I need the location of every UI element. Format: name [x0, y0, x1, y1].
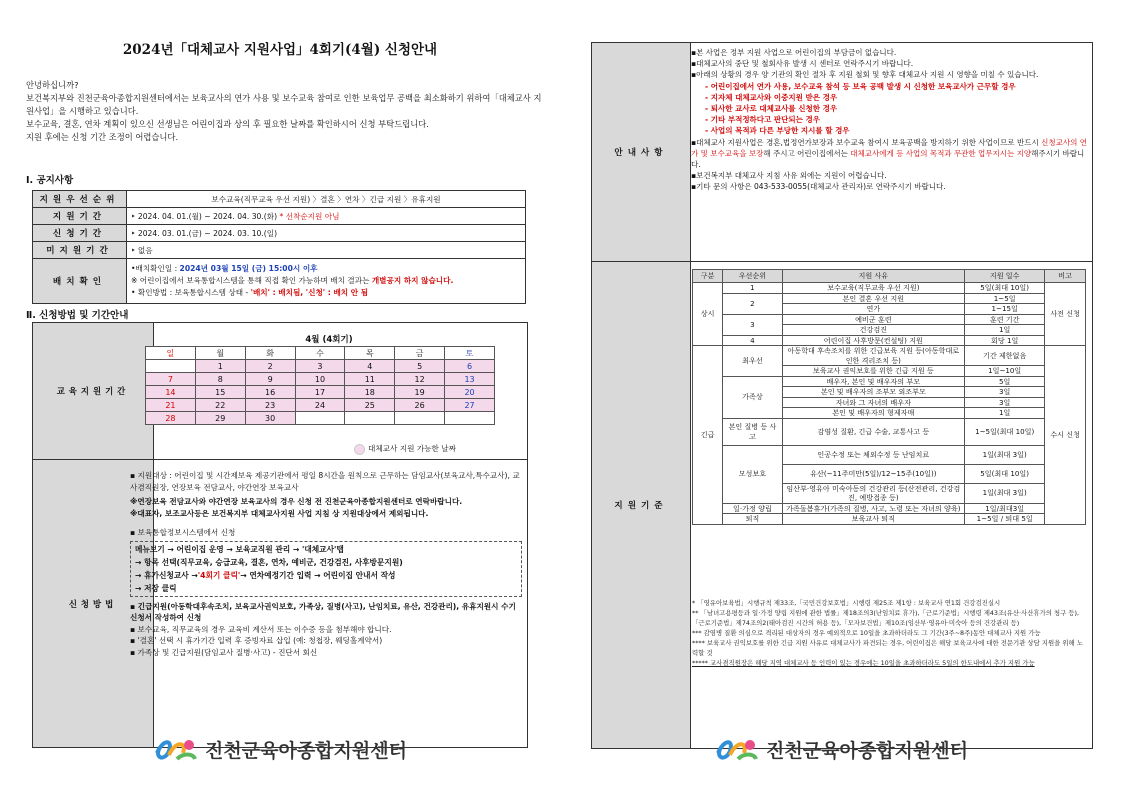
table-row: [693, 346, 1086, 366]
method-bullet-3: ▪ '결혼' 선택 시 휴가기간 입력 후 증빙자료 삽입 (예: 청첩장, 웨딩홀계약서): [130, 636, 383, 645]
notice-4-e: 해주시기 바랍니다.: [691, 148, 1085, 170]
confirm-note: ※ 어린이집에서 보육통합시스템을 통해 직접 확인 가능하며 배치 결과는: [131, 276, 372, 285]
calendar-day: 26: [395, 399, 445, 412]
row-days: 3일: [965, 397, 1045, 408]
support-period-value: ‣ 2024. 04. 01.(월) ~ 2024. 04. 30.(화): [131, 211, 278, 221]
center-logo-text: 진천군육아종합지원센터: [766, 739, 968, 762]
confirm-line-3: [131, 287, 521, 299]
calendar-day: 15: [195, 386, 245, 399]
notice-3d: - 기타 부적정하다고 판단되는 경우: [705, 115, 820, 125]
confirm-label: 배치확인: [33, 259, 127, 304]
row-reason: 건강검진: [782, 325, 964, 336]
row-reason: 본인 결혼 우선 지원: [782, 293, 964, 304]
footnote-4: **** 보육교사 권익보호를 위한 긴급 지원 사유로 대체교사가 파견되는 경우, 어린이집은 해당 보육교사에 대한 전문기관 상담 지원을 위해 노력할 것: [692, 639, 1083, 657]
row-reason: 보육교사 퇴직: [782, 514, 964, 525]
page-title: 2024년「대체교사 지원사업」4회기(4월) 신청안내: [122, 42, 438, 58]
table-row: [693, 314, 1086, 325]
center-logo: [0, 735, 560, 763]
intro-paragraph-1: 보건복지부와 진천군육아종합지원센터에서는 보육교사의 연가 사용 및 보수교육 참여로 인한 보육업무 공백을 최소화하기 위하여「대체교사 지원사업」을 시행하고 있습니다.: [26, 93, 542, 116]
row-reason: 본인 및 배우자의 형제자매: [782, 408, 964, 419]
calendar-day: 14: [146, 386, 196, 399]
center-logo-right: [561, 735, 1121, 763]
calendar-weekdays: [146, 347, 495, 360]
center-logo-icon: [714, 735, 758, 763]
footnote-5: ***** 교사겸직원장은 해당 지역 대체교사 등 인력이 있는 경우에는 10일을 초과하더라도 5일의 한도내에서 추가 지원 가능: [692, 659, 1035, 667]
weekday-header: 일: [146, 347, 196, 360]
row-days: 5일: [965, 376, 1045, 387]
method-bullet-1: ▪ 긴급지원(아동학대후속조치, 보육교사권익보호, 가족상, 질병(사고), 난임치료, 유산, 건강관리), 유휴지원시 수기신청서 작성하여 신청: [130, 601, 516, 622]
left-page: [0, 0, 560, 793]
flow-step-3: [135, 569, 517, 582]
footnote-1: * 「영유아보육법」시행규칙 제33조,「국민건강보호법」시행령 제25조 제1항 : 보육교사 연1회 건강검진실시: [692, 599, 1001, 607]
calendar-day: 6: [445, 360, 495, 373]
row-days: 1일/최대3일: [965, 503, 1045, 514]
intro-text: [26, 79, 542, 144]
priority-value: 보수교육(직무교육 우선 지원) 〉결혼 〉연차 〉긴급 지원 〉유휴지원: [127, 191, 526, 208]
calendar-title: 4월 (4회기): [305, 335, 353, 345]
calendar-day: 23: [245, 399, 295, 412]
calendar-day: 22: [195, 399, 245, 412]
legend-text: 대체교사 지원 가능한 날짜: [368, 444, 456, 453]
row-days: 1~5일 / 퇴대 5일: [965, 514, 1045, 525]
notice-1: ▪본 사업은 정부 지원 사업으로 어린이집의 부담금이 없습니다.: [691, 48, 897, 57]
notice-3c: - 퇴사한 교사로 대체교사를 신청한 경우: [705, 104, 838, 114]
footnote-3: *** 감염병 질환 의심으로 격리된 대상자의 경우 예외적으로 10일을 초과하더라도 그 기간(3주~8주)동안 대체교사 지원 가능: [692, 629, 1041, 637]
calendar-week: [146, 399, 495, 412]
calendar-day: 30: [245, 412, 295, 425]
weekday-header: 금: [395, 347, 445, 360]
row-reason: 인공수정 또는 체외수정 등 난임치료: [782, 445, 964, 464]
calendar-day: 8: [195, 373, 245, 386]
row-days: 5일(최대 10일): [965, 464, 1045, 483]
row-reason: 보육교사 권익보호를 위한 긴급 지원 등: [782, 366, 964, 377]
method-bullet-4: ▪ 가족상 및 긴급지원(담임교사 질병·사고) - 진단서 회신: [130, 647, 318, 657]
confirm-status: '배치' : 배치됨, '신청' : 배치 안 됨: [250, 288, 369, 297]
row-reason: 아동학대 후속조치를 위한 긴급보육 지원 등(아동학대로 인한 격리조치 등): [782, 346, 964, 366]
confirm-cell: [127, 259, 526, 304]
row-rank: 2: [723, 293, 782, 314]
row-days: 5일(최대 10일): [965, 283, 1045, 294]
calendar-day: 4: [345, 360, 395, 373]
row-reason: 가족돌봄휴가(가족의 질병, 사고, 노령 또는 자녀의 양육): [782, 503, 964, 514]
calendar-day: [445, 412, 495, 425]
right-page: [561, 0, 1121, 793]
criteria-table: [692, 269, 1086, 525]
table-row: [693, 503, 1086, 514]
calendar-day: 16: [245, 386, 295, 399]
apply-flow-box: [130, 541, 522, 597]
table-row: [693, 376, 1086, 387]
row-days: 1일~10일: [965, 366, 1045, 377]
calendar-day: [395, 412, 445, 425]
row-days: 1일(최대 3일): [965, 483, 1045, 503]
flow-step-2: → 항목 선택(직무교육, 승급교육, 결혼, 연차, 예비군, 건강검진, 사후방문지원): [135, 557, 403, 567]
center-logo-text: 진천군육아종합지원센터: [205, 739, 407, 762]
note-advance: 사전 신청: [1045, 283, 1086, 346]
intro-paragraph-2: 보수교육, 결혼, 연차 계획이 있으신 선생님은 어린이집과 상의 후 필요한 날짜를 확인하시어 신청 부탁드립니다.: [26, 119, 429, 129]
available-date-dot-icon: [354, 444, 365, 455]
notice-4-d: 대체교사에게 등 사업의 목적과 무관한 업무지시는 지양: [850, 148, 1032, 158]
table-row: [693, 283, 1086, 294]
calendar-day: 3: [295, 360, 345, 373]
table-row: [693, 514, 1086, 525]
flow-step-3-a: → 휴가신청교사 →: [135, 570, 198, 580]
calendar-week: [146, 360, 495, 373]
calendar-day: 28: [146, 412, 196, 425]
calendar-day: 11: [345, 373, 395, 386]
row-reason: 감염성 질환, 긴급 수술, 교통사고 등: [782, 418, 964, 445]
calendar-day: 17: [295, 386, 345, 399]
footnote-2: ** 「남녀고용평등과 일·가정 양립 지원에 관한 법률」제18조의3(난임치료 휴가),「근로기준법」시행령 제43조(유산·사산휴가의 청구 등),「근로기준법」제74조의2(태아검진 시간의 허용 등),「모자보건법」제10조(임산부·영유아·미숙아 등의 건강관리 등): [692, 609, 1080, 627]
table-row: [693, 335, 1086, 346]
intro-paragraph-3: 지원 후에는 신청 기간 조정이 어렵습니다.: [26, 132, 179, 142]
row-days: 기간 제한없음: [965, 346, 1045, 366]
table-row: [693, 445, 1086, 464]
calendar-legend: [354, 443, 456, 455]
calendar-day: 9: [245, 373, 295, 386]
confirm-method: • 확인방법 : 보육통합시스템 상태 -: [131, 288, 251, 297]
row-reason: 유산(~11주미만(5일)/12~15주(10일)): [782, 464, 964, 483]
calendar-day: 18: [345, 386, 395, 399]
header-note: 비고: [1045, 270, 1086, 283]
method-content: [130, 470, 522, 658]
greeting: 안녕하십니까?: [26, 80, 79, 90]
calendar: [145, 346, 495, 425]
row-rank: 3: [723, 314, 782, 335]
right-divider: [691, 261, 1092, 262]
calendar-day: [345, 412, 395, 425]
notice-label: 안내사항: [592, 43, 691, 262]
row-rank: 4: [723, 335, 782, 346]
notice-3a: - 어린이집에서 연가 사용, 보수교육 참석 등 보육 공백 발생 시 신청한 보육교사가 근무할 경우: [705, 81, 1016, 91]
header-days: 지원 일수: [965, 270, 1045, 283]
row-days: 1일: [965, 408, 1045, 419]
table-row: [693, 418, 1086, 445]
priority-label: 지원우선순위: [33, 191, 127, 208]
calendar-day: 27: [445, 399, 495, 412]
row-rank: 가족상: [723, 376, 782, 418]
row-rank: 1: [723, 283, 782, 294]
calendar-day: 2: [245, 360, 295, 373]
group-urgent: 긴급: [693, 346, 723, 525]
notice-3b: - 지자체 대체교사와 이중지원 받은 경우: [705, 92, 838, 102]
row-reason: 본인 및 배우자의 조부모 외조부모: [782, 387, 964, 398]
calendar-day: 7: [146, 373, 196, 386]
calendar-day: 13: [445, 373, 495, 386]
notice-table: [32, 190, 526, 304]
weekday-header: 토: [445, 347, 495, 360]
row-reason: 예비군 훈련: [782, 314, 964, 325]
calendar-week: [146, 412, 495, 425]
method-bullet-2: ▪ 보수교육, 직무교육의 경우 교육비 계산서 또는 이수증 등을 첨부해야 합니다.: [130, 624, 392, 634]
header-category: 구분: [693, 270, 723, 283]
method-system: ▪ 보육통합정보시스템에서 신청: [130, 528, 236, 537]
calendar-week: [146, 386, 495, 399]
calendar-day: [146, 360, 196, 373]
flow-step-3-b: '4회기 클릭': [197, 570, 241, 580]
calendar-week: [146, 373, 495, 386]
confirm-date-label: •배치확인일 :: [131, 264, 180, 273]
confirm-date: 2024년 03월 15일 (금) 15:00시 이후: [179, 264, 318, 273]
method-note-1: ※연장보육 전담교사와 야간연장 보육교사의 경우 신청 전 진천군육아종합지원센터로 연락바랍니다.: [130, 497, 463, 506]
row-days: 1~5일: [965, 293, 1045, 304]
flow-step-3-c: → 연차예정기간 입력 → 어린이집 안내서 작성: [240, 570, 396, 580]
calendar-day: 5: [395, 360, 445, 373]
row-days: 1~15일: [965, 304, 1045, 315]
notice-4: [691, 137, 1091, 171]
criteria-header-row: [693, 270, 1086, 283]
apply-period-value: ‣ 2024. 03. 01.(금) ~ 2024. 03. 10.(일): [127, 225, 526, 242]
row-reason: 보수교육(직무교육 우선 지원): [782, 283, 964, 294]
unsupported-value: ‣ 없음: [127, 242, 526, 259]
row-rank: 본인 질병 등 사고: [723, 418, 782, 445]
notice-4-a: ▪대체교사 지원사업은 경혼,법정연가보장과 보수교육 참여시 보육공백을 방지하기 위한 사업이므로 반드시: [691, 137, 1042, 147]
weekday-header: 수: [295, 347, 345, 360]
header-reason: 지원 사유: [782, 270, 964, 283]
group-regular: 상시: [693, 283, 723, 346]
calendar-day: 10: [295, 373, 345, 386]
section-method-heading: Ⅱ. 신청방법 및 기간안내: [26, 310, 129, 321]
calendar-day: [295, 412, 345, 425]
notice-5: ▪보건복지부 대체교사 지침 사유 외에는 지원이 어렵습니다.: [691, 171, 887, 181]
notice-3e: - 사업의 목적과 다른 부당한 지시를 할 경우: [705, 126, 850, 136]
calendar-day: 24: [295, 399, 345, 412]
notice-content: [691, 47, 1091, 193]
calendar-day: 1: [195, 360, 245, 373]
calendar-label: 교육지원기간: [33, 323, 154, 460]
method-note-2: ※대표자, 보조교사등은 보건복지부 대체교사지원 사업 지침 상 지원대상에서 제외됩니다.: [130, 508, 429, 518]
support-period-note: * 선착순지원 아님: [279, 211, 340, 221]
row-rank: 최우선: [723, 346, 782, 377]
confirm-line-1: [131, 263, 521, 275]
row-rank: 모성보호: [723, 445, 782, 503]
row-days: 1~5일(최대 10일): [965, 418, 1045, 445]
notice-4-c: 해 주시고 어린이집에서는: [763, 148, 851, 158]
center-logo-icon: [153, 735, 197, 763]
confirm-line-2: [131, 275, 521, 287]
calendar-day: 20: [445, 386, 495, 399]
row-reason: 자녀와 그 자녀의 배우자: [782, 397, 964, 408]
row-days: 회당 1일: [965, 335, 1045, 346]
notice-4-b: 신청교사의 연가 및 보수교육을 보장: [691, 137, 1087, 158]
row-rank: 퇴직: [723, 514, 782, 525]
row-reason: 배우자, 본인 및 배우자의 부모: [782, 376, 964, 387]
calendar-day: 19: [395, 386, 445, 399]
flow-step-1: 메뉴보기 → 어린이집 운영 → 보육교직원 관리 → '대체교사'탭: [135, 544, 344, 554]
table-row: [693, 293, 1086, 304]
row-reason: 임산부·영유아 미숙아동의 건강관리 등(산전관리, 건강검진, 예방접종 등): [782, 483, 964, 503]
method-label: 신청방법: [33, 460, 154, 747]
flow-step-4: → 저장 클릭: [135, 583, 177, 593]
calendar-day: 29: [195, 412, 245, 425]
unsupported-label: 미지원기간: [33, 242, 127, 259]
apply-period-label: 신청기간: [33, 225, 127, 242]
calendar-day: 21: [146, 399, 196, 412]
row-reason: 연가: [782, 304, 964, 315]
notice-6: ▪기타 문의 사항은 043-533-0055(대체교사 관리자)로 연락주시기 바랍니다.: [691, 182, 946, 192]
row-days: 훈련 기간: [965, 314, 1045, 325]
support-period-cell: [127, 208, 526, 225]
notice-3: ▪아래의 상황의 경우 양 기관의 확인 절차 후 지원 철회 및 향후 대체교사 지원 시 영향을 미칠 수 있습니다.: [691, 70, 1039, 80]
method-target: ▪ 지원대상 : 어린이집 및 시간제보육 제공기관에서 평일 8시간을 원칙으로 근무하는 담임교사(보육교사,특수교사), 교사겸직원장, 연장보육 전담교사, 야간연장 보육교사: [130, 471, 520, 492]
weekday-header: 목: [345, 347, 395, 360]
note-anytime: 수시 신청: [1045, 346, 1086, 525]
criteria-label: 지원기준: [592, 262, 691, 748]
row-reason: 어린이집 사후방문(컨설팅) 지원: [782, 335, 964, 346]
header-priority: 우선순위: [723, 270, 782, 283]
calendar-day: 12: [395, 373, 445, 386]
footnotes: [692, 598, 1088, 668]
row-rank: 일·가정 양립: [723, 503, 782, 514]
section-notice-heading: Ⅰ. 공지사항: [26, 175, 74, 186]
calendar-day: 25: [345, 399, 395, 412]
row-days: 3일: [965, 387, 1045, 398]
confirm-note-emphasis: 개별공지 하지 않습니다.: [371, 276, 454, 285]
row-divider: [154, 459, 527, 460]
row-days: 1일(최대 3일): [965, 445, 1045, 464]
row-days: 1일: [965, 325, 1045, 336]
notice-2: ▪대체교사의 중단 및 철회사유 발생 시 센터로 연락주시기 바랍니다.: [691, 59, 914, 69]
support-period-label: 지원기간: [33, 208, 127, 225]
weekday-header: 월: [195, 347, 245, 360]
weekday-header: 화: [245, 347, 295, 360]
